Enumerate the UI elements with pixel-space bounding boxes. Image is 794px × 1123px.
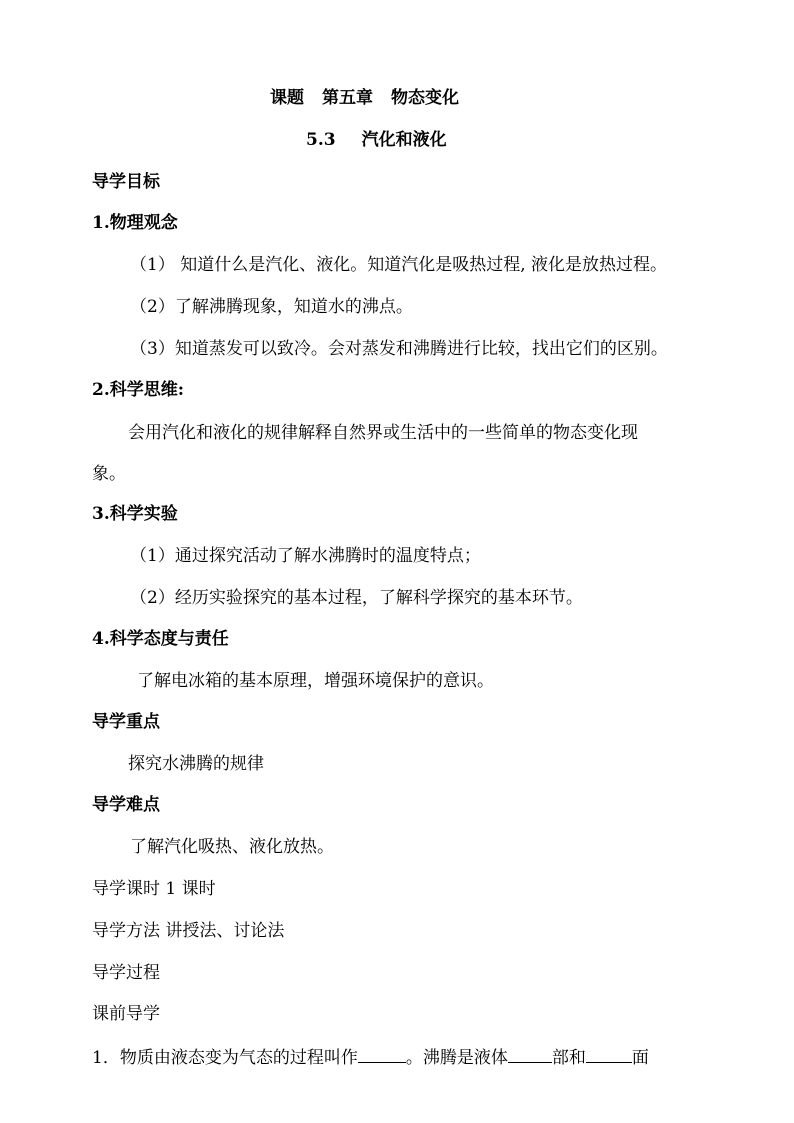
attitude-heading: 4.科学态度与责任 [92, 629, 229, 649]
lesson-hours: 导学课时 1 课时 [92, 879, 216, 899]
thinking-text-line-2: 象。 [92, 464, 126, 484]
question-1-text-c: 部和 [551, 1048, 586, 1068]
concept-item-1: （1） 知道什么是汽化、液化。知道汽化是吸热过程, 液化是放热过程。 [130, 255, 668, 275]
answer-blank-1 [358, 1044, 406, 1063]
question-1-text-a: 1．物质由液态变为气态的过程叫作 [92, 1048, 358, 1068]
experiment-item-1: （1）通过探究活动了解水沸腾时的温度特点； [130, 546, 481, 566]
key-heading: 导学重点 [92, 712, 160, 732]
attitude-text: 了解电冰箱的基本原理，增强环境保护的意识。 [137, 671, 494, 691]
lesson-method: 导学方法 讲授法、讨论法 [92, 921, 285, 941]
goals-heading: 导学目标 [92, 172, 160, 192]
lesson-title [270, 86, 459, 110]
chapter-label: 第五章 [322, 88, 373, 108]
lesson-title-label: 课题 [270, 88, 304, 108]
thinking-text-line-1: 会用汽化和液化的规律解释自然界或生活中的一些简单的物态变化现 [128, 423, 638, 443]
key-text: 探究水沸腾的规律 [128, 754, 264, 774]
section-title: 汽化和液化 [361, 130, 447, 150]
question-1-text-b: 。沸腾是液体 [405, 1048, 508, 1068]
question-1 [92, 1044, 649, 1070]
concept-item-2: （2）了解沸腾现象，知道水的沸点。 [130, 297, 413, 317]
answer-blank-3 [586, 1044, 632, 1063]
lesson-process: 导学过程 [92, 963, 160, 983]
section-number: 5.3 [306, 130, 336, 150]
concept-item-3: （3）知道蒸发可以致冷。会对蒸发和沸腾进行比较，找出它们的区别。 [130, 339, 668, 359]
difficulty-heading: 导学难点 [92, 795, 160, 815]
experiment-heading: 3.科学实验 [92, 504, 178, 524]
section-subtitle [306, 128, 447, 152]
concept-heading: 1.物理观念 [92, 213, 178, 233]
difficulty-text: 了解汽化吸热、液化放热。 [130, 837, 334, 857]
answer-blank-2 [508, 1044, 552, 1063]
pre-class-heading: 课前导学 [92, 1004, 160, 1024]
experiment-item-2: （2）经历实验探究的基本过程，了解科学探究的基本环节。 [130, 588, 583, 608]
chapter-topic: 物态变化 [391, 88, 459, 108]
thinking-heading: 2.科学思维: [92, 380, 185, 400]
question-1-text-d: 面 [631, 1048, 649, 1068]
